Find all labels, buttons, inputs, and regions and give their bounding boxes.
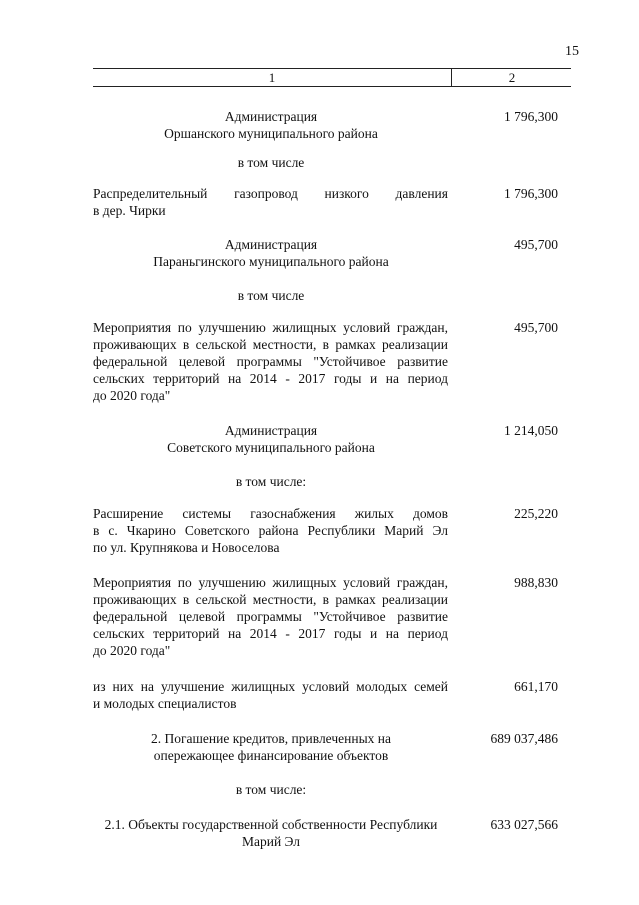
value-orshanka: 1 796,300 [504,109,558,124]
item-text-line: Мероприятия по улучшению жилищных условий граждан, [93,575,448,590]
item-text-line: и молодых специалистов [93,696,237,711]
value-gas-pipeline: 1 796,300 [504,186,558,201]
item-text-line: сельских территорий на 2014 - 2017 годы и на период [93,371,448,386]
item-text-line: из них на улучшение жилищных условий молодых семей [93,679,448,694]
org-sovetsky [93,422,449,456]
subheading [93,287,449,304]
item-text-line: в с. Чкарино Советского района Республики Марий Эл [93,523,448,538]
org-orshanka [93,108,449,142]
subheading-text: в том числе [237,288,305,303]
value-young-families: 661,170 [514,679,558,694]
org-title: Администрация [224,423,318,438]
value-paranga: 495,700 [514,237,558,252]
item-text-line: по ул. Крупнякова и Новоселова [93,540,280,555]
value-loan-repayment: 689 037,486 [490,731,558,746]
subheading-text: в том числе: [235,474,307,489]
section-title-line: 2.1. Объекты государственной собственности Республики [104,817,438,832]
subheading [93,154,449,171]
page-number: 15 [565,44,579,59]
value-sovetsky: 1 214,050 [504,423,558,438]
subheading [93,781,449,798]
item-text-line: федеральной целевой программы "Устойчивое развитие [93,354,448,369]
section-title-line: Марий Эл [241,834,301,849]
table-header [93,68,571,87]
org-name: Советского муниципального района [167,440,375,455]
section-title-line: опережающее финансирование объектов [153,748,389,763]
item-text-line: до 2020 года" [93,643,171,658]
item-text-line: Расширение системы газоснабжения жилых домов [93,506,448,521]
item-young-families [93,678,448,712]
section-loan-repayment [93,730,449,764]
value-housing-sovetsky: 988,830 [514,575,558,590]
subheading-text: в том числе [237,155,305,170]
item-text-line: Мероприятия по улучшению жилищных условий граждан, [93,320,448,335]
org-title: Администрация [224,109,318,124]
item-housing-paranga [93,319,448,404]
value-gas-expansion: 225,220 [514,506,558,521]
item-text-line: проживающих в сельской местности, в рамках реализации [93,337,448,352]
item-text-line: федеральной целевой программы "Устойчивое развитие [93,609,448,624]
section-state-property [93,816,449,850]
item-housing-sovetsky [93,574,448,659]
item-gas-expansion [93,505,448,556]
section-title-line: 2. Погашение кредитов, привлеченных на [151,731,391,746]
item-text-line: сельских территорий на 2014 - 2017 годы и на период [93,626,448,641]
item-text-line: Распределительный газопровод низкого давления [93,186,448,201]
item-text-line: до 2020 года" [93,388,171,403]
org-title: Администрация [224,237,318,252]
item-gas-pipeline [93,185,448,219]
subheading-text: в том числе: [235,782,307,797]
header-col-1: 1 [93,69,452,86]
org-name: Параньгинского муниципального района [153,254,389,269]
item-text-line: в дер. Чирки [93,203,166,218]
header-col-2: 2 [508,70,516,85]
item-text-line: проживающих в сельской местности, в рамках реализации [93,592,448,607]
value-housing-paranga: 495,700 [514,320,558,335]
subheading [93,473,449,490]
org-paranga [93,236,449,270]
value-state-property: 633 027,566 [490,817,558,832]
org-name: Оршанского муниципального района [164,126,378,141]
